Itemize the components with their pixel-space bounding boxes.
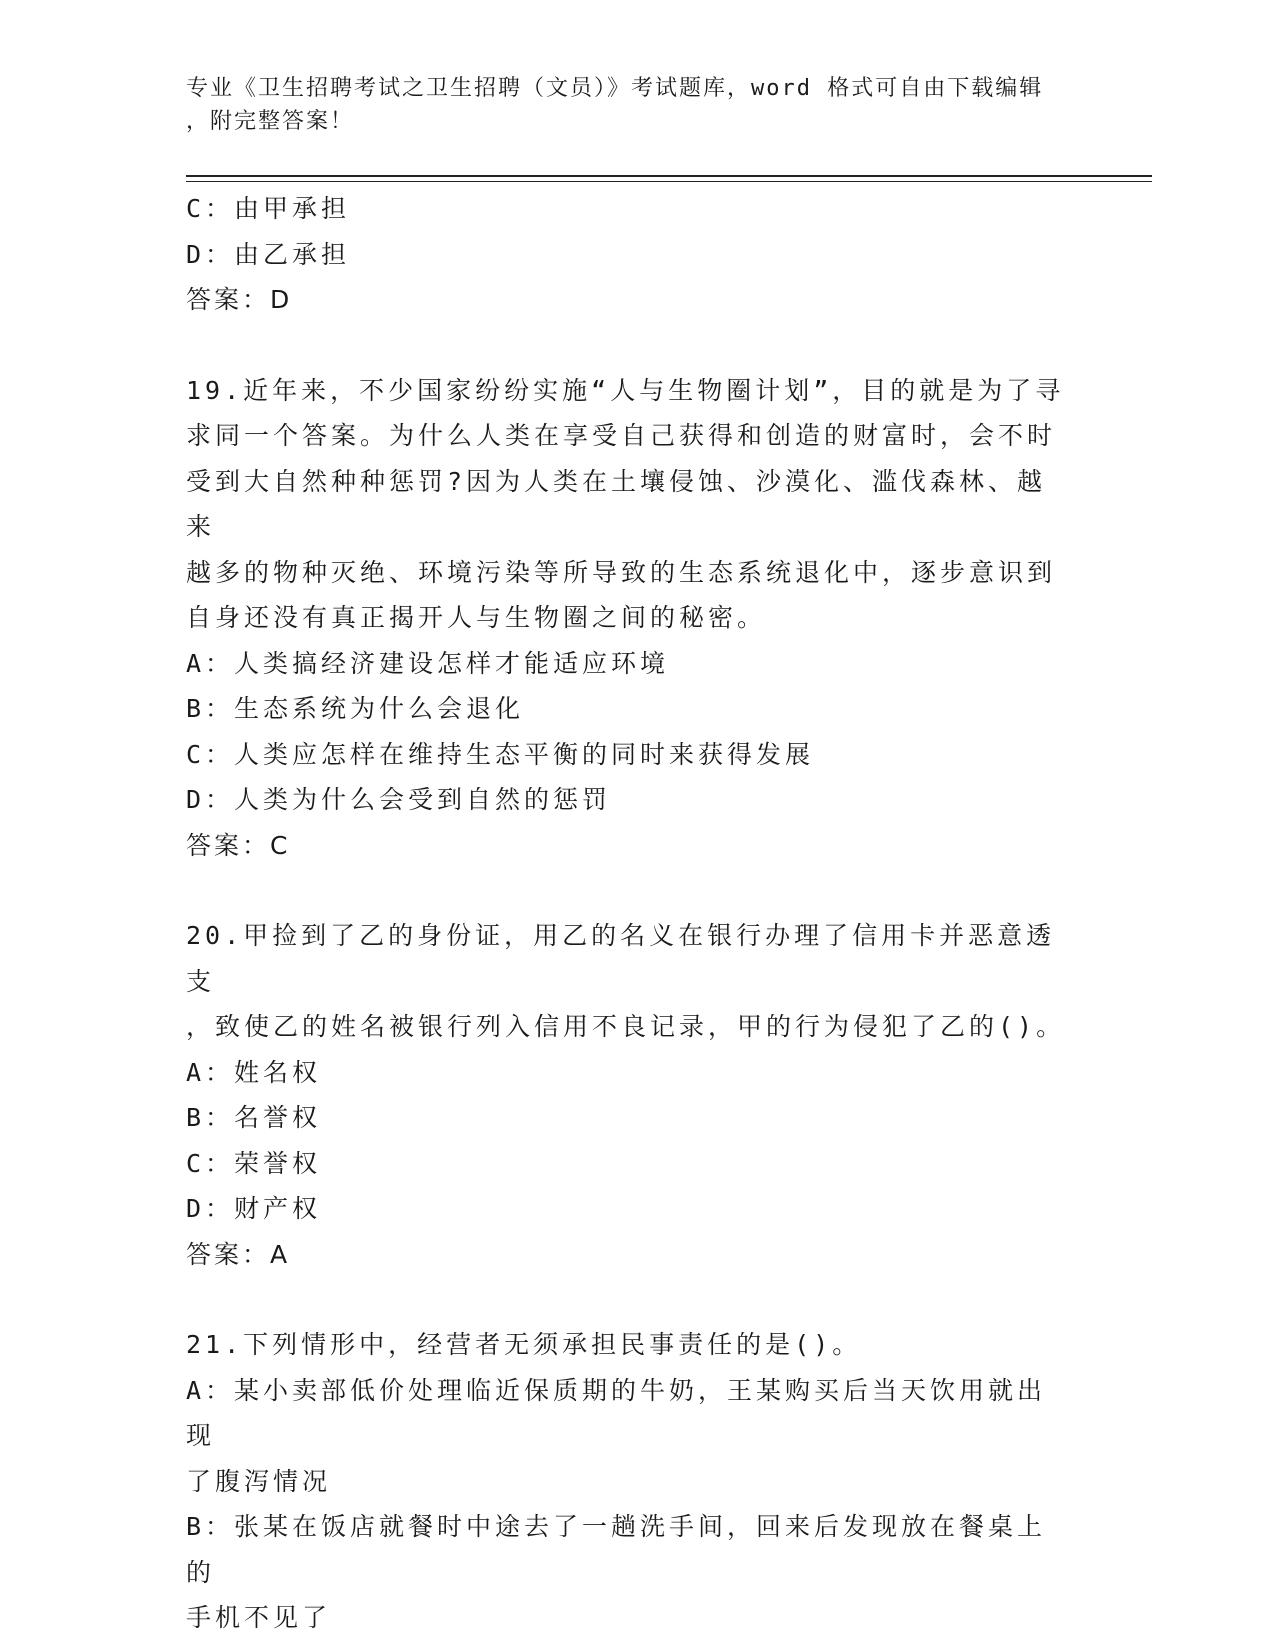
answer-label: 答案：A	[186, 1239, 291, 1269]
question-stem-line: 越多的物种灭绝、环境污染等所导致的生态系统退化中，逐步意识到	[186, 557, 1057, 587]
header-line-2: ，附完整答案！	[186, 109, 355, 134]
option-c: C：由甲承担	[186, 194, 351, 223]
question-list	[186, 186, 1066, 1641]
question-stem-line: 19.近年来，不少国家纷纷实施“人与生物圈计划”，目的就是为了寻	[186, 375, 1065, 405]
option-b: B：名誉权	[186, 1103, 322, 1132]
document-header	[186, 72, 1066, 138]
option-d: D：由乙承担	[186, 239, 351, 269]
header-divider-thick	[186, 175, 1152, 177]
option-d: D：人类为什么会受到自然的惩罚	[186, 785, 612, 814]
option-c: C：人类应怎样在维持生态平衡的同时来获得发展	[186, 739, 815, 769]
option-a-continued: 了腹泻情况	[186, 1466, 332, 1496]
spacer	[186, 1277, 1066, 1322]
header-line-1: 专业《卫生招聘考试之卫生招聘（文员）》考试题库，word 格式可自由下载编辑	[186, 76, 1044, 101]
answer-label: 答案：C	[186, 830, 291, 860]
option-a: A：人类搞经济建设怎样才能适应环境	[186, 648, 670, 678]
question-stem-line: ，致使乙的姓名被银行列入信用不良记录，甲的行为侵犯了乙的()。	[186, 1012, 1066, 1041]
spacer	[186, 323, 1066, 368]
question-21	[186, 1322, 1066, 1641]
question-stem-line: 求同一个答案。为什么人类在享受自己获得和创造的财富时，会不时	[186, 421, 1057, 450]
question-20	[186, 913, 1066, 1277]
header-divider-thin	[186, 181, 1152, 182]
question-stem-line: 自身还没有真正揭开人与生物圈之间的秘密。	[186, 603, 767, 632]
question-18-tail	[186, 186, 1066, 323]
option-b: B：张某在饭店就餐时中途去了一趟洗手间，回来后发现放在餐桌上的	[186, 1512, 1047, 1587]
question-stem-line: 20.甲捡到了乙的身份证，用乙的名义在银行办理了信用卡并恶意透支	[186, 921, 1056, 996]
option-a: A：姓名权	[186, 1057, 322, 1087]
question-stem-line: 21.下列情形中，经营者无须承担民事责任的是()。	[186, 1330, 862, 1359]
question-stem-line: 受到大自然种种惩罚?因为人类在土壤侵蚀、沙漠化、滥伐森林、越来	[186, 466, 1047, 541]
option-b-continued: 手机不见了	[186, 1603, 332, 1632]
option-b: B：生态系统为什么会退化	[186, 694, 525, 723]
option-c: C：荣誉权	[186, 1148, 322, 1178]
answer-label: 答案：D	[186, 285, 293, 314]
option-a: A：某小卖部低价处理临近保质期的牛奶，王某购买后当天饮用就出现	[186, 1375, 1047, 1450]
question-19	[186, 368, 1066, 869]
option-d: D：财产权	[186, 1194, 322, 1223]
spacer	[186, 868, 1066, 913]
